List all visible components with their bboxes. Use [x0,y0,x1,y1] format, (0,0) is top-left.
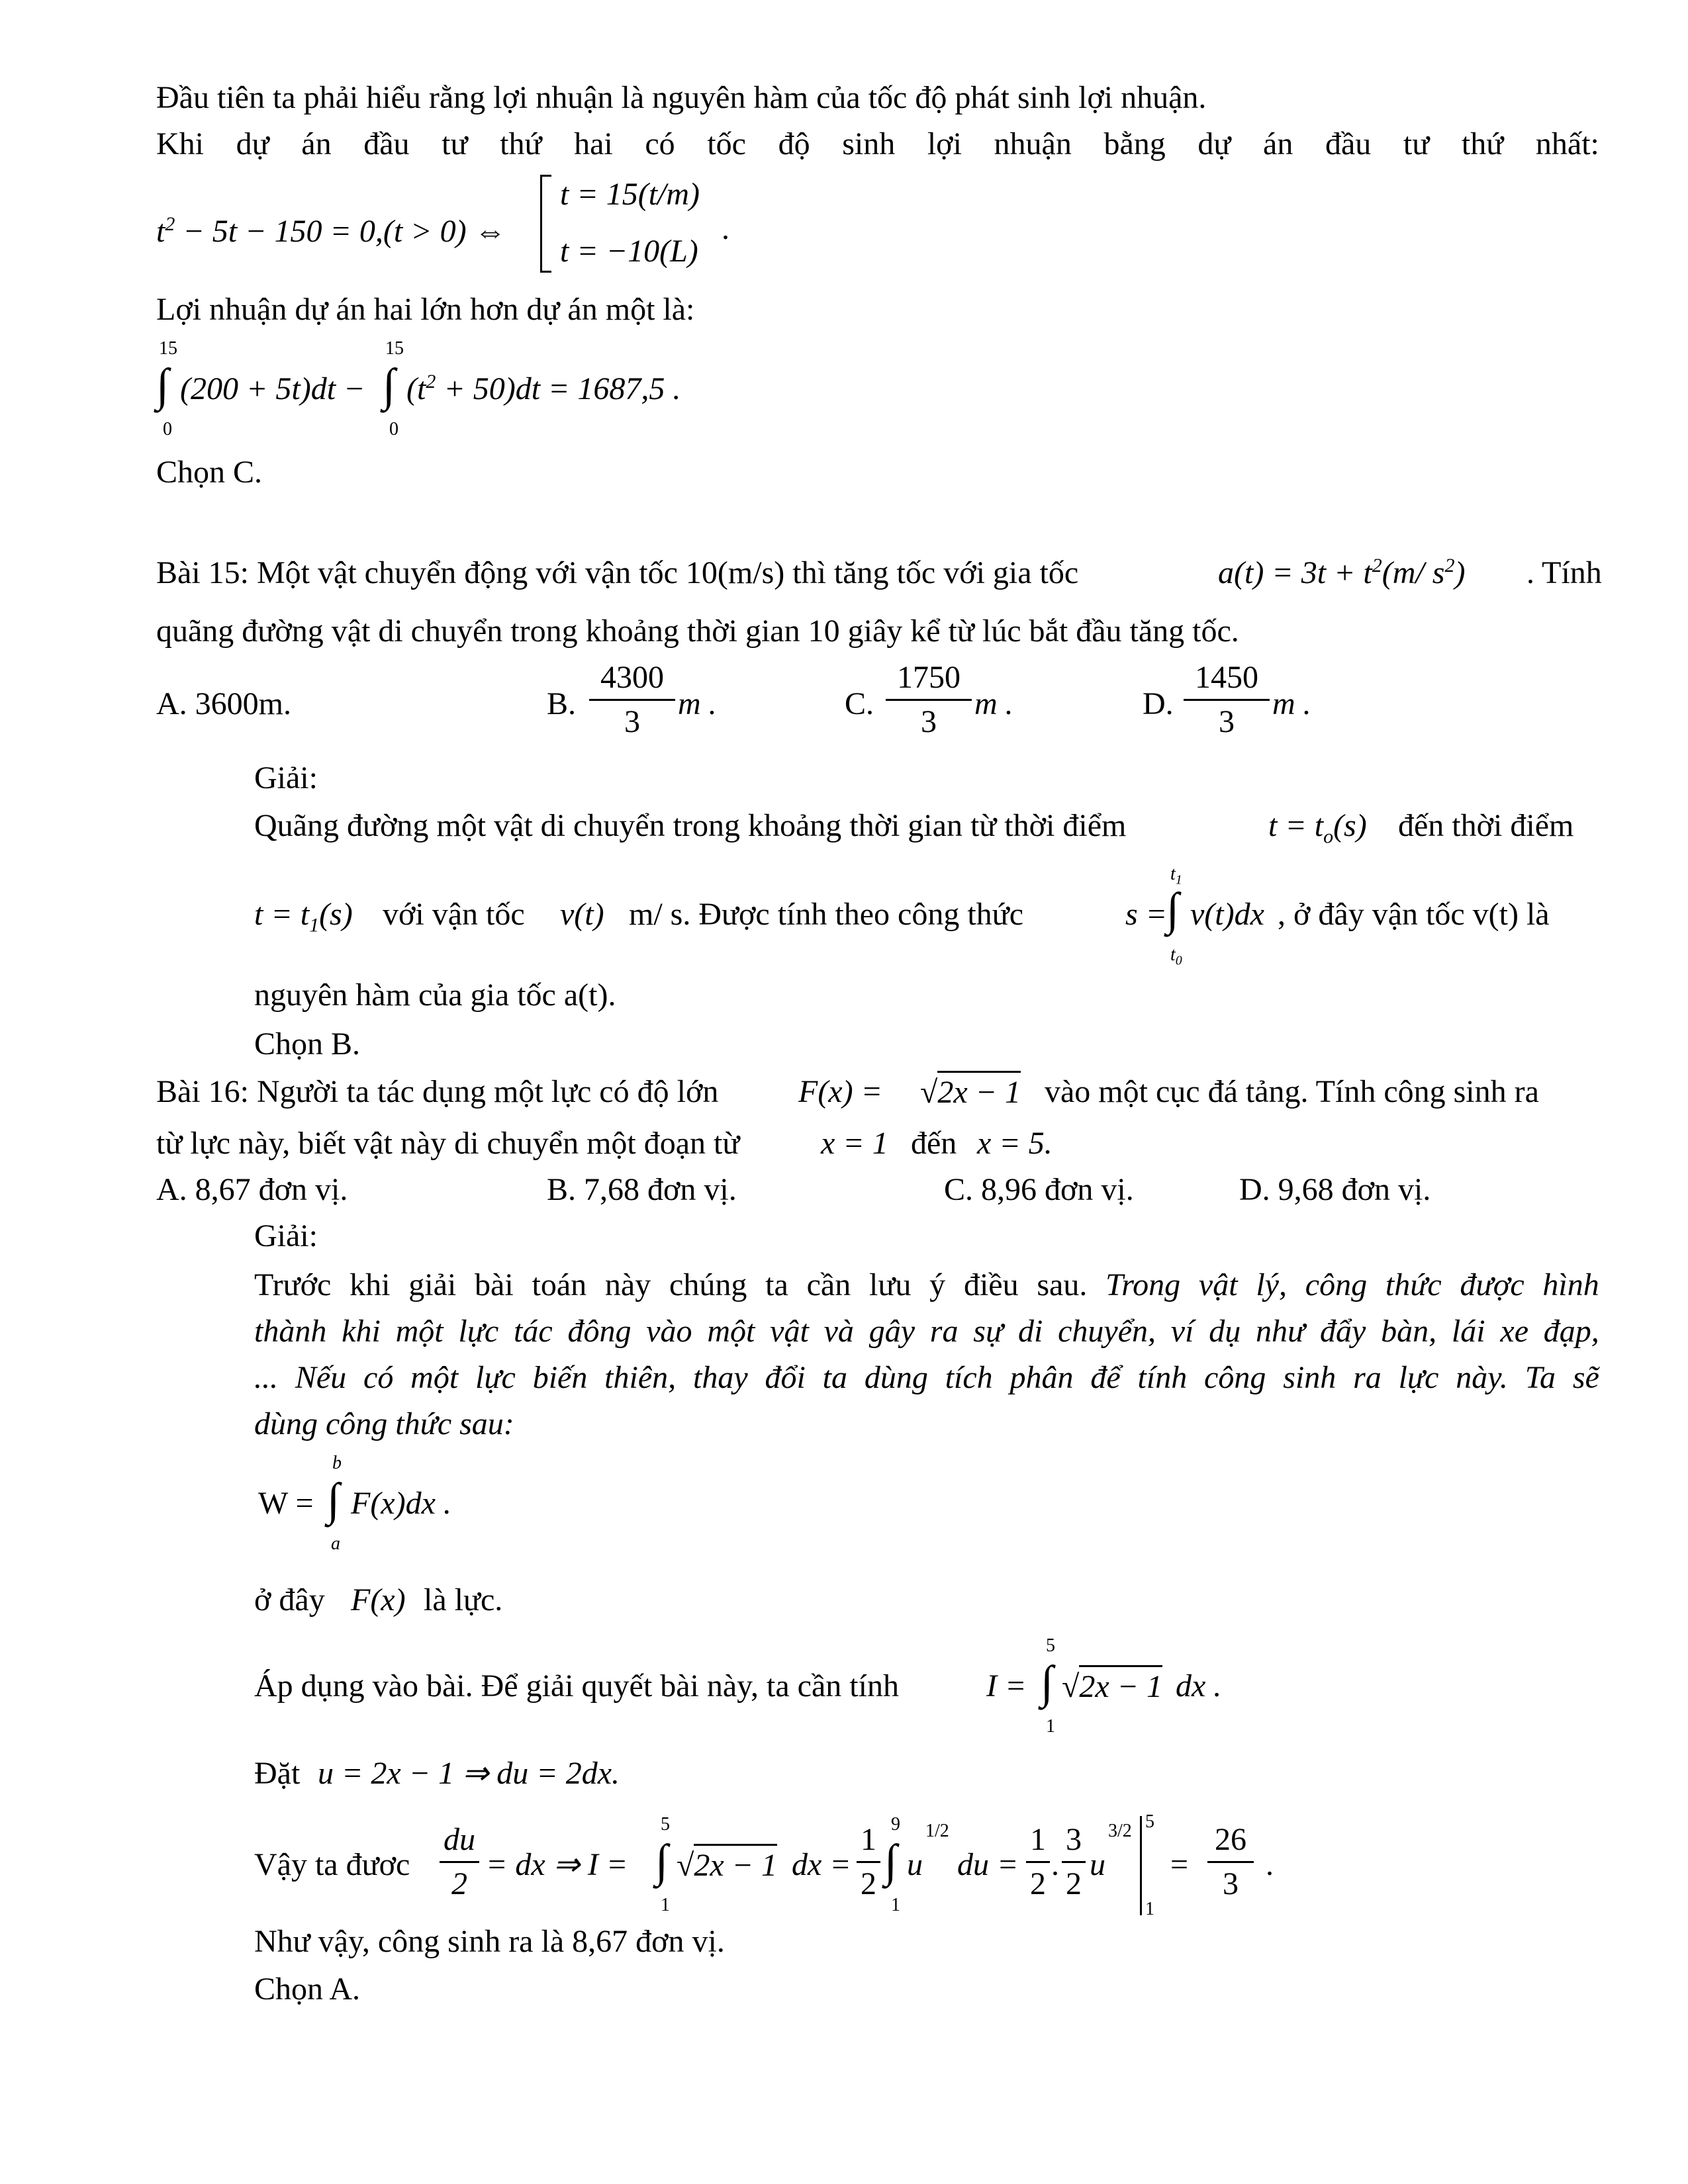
word: một [395,1314,444,1349]
word: bằng [1103,126,1166,161]
eval-lower: 1 [1145,1899,1154,1919]
denominator: 3 [624,704,640,739]
option-c-fraction [886,659,972,741]
word: Ta [1524,1360,1556,1395]
word: đầu [1325,126,1372,161]
time-t1: $t = t_1(s)$ [254,897,353,936]
problem-16-line-2: từ lực này, biết vật này di chuyển một đoạn từ [156,1126,740,1161]
u-power: u [1090,1847,1105,1882]
numerator: 1 [1030,1822,1046,1857]
force-formula: F(x) = [798,1074,882,1109]
word: sinh [1283,1360,1336,1395]
work-lhs: W = [258,1486,314,1521]
word: giải [408,1267,457,1302]
word: tư [1403,126,1430,161]
word: ta [822,1360,848,1395]
integral-sign: ∫ [1041,1657,1054,1708]
equation-part: dx = [792,1847,851,1882]
word: toán [532,1267,587,1302]
word: sinh [842,126,896,161]
word: ý [929,1267,946,1302]
integral-upper-limit: 9 [891,1814,900,1835]
exponent-half: 1/2 [925,1821,949,1841]
fraction-three-half [1062,1821,1086,1903]
time-t0: $t = t_o(s)$ [1268,808,1367,848]
integral-1-body: (200 + 5t)dt − [180,371,365,406]
word: Khi [156,126,204,161]
numerator: 4300 [600,660,664,695]
word: một [707,1314,755,1349]
conclusion: Như vậy, công sinh ra là 8,67 đơn vị. [254,1924,725,1959]
word: này. [1456,1360,1508,1395]
option-b: B. 7,68 đơn vị. [547,1172,737,1207]
text-line: Đầu tiên ta phải hiểu rằng lợi nhuận là nguyên hàm của tốc độ phát sinh lợi nhuận. [156,80,1207,115]
word: thứ [1461,126,1504,161]
denominator: 2 [1030,1866,1046,1901]
option-b-fraction [589,659,675,741]
word: có [363,1360,394,1395]
word: án [1263,126,1293,161]
word: thay [693,1360,748,1395]
integral-body: v(t)dx [1190,897,1264,932]
word: ví [1170,1314,1194,1349]
word: độ [778,126,810,161]
equals: = [1170,1847,1189,1882]
acceleration-formula: $a(t) = 3t + t^2(m/$ $s^2$) [1218,555,1466,590]
word: tính [1137,1360,1188,1395]
numerator: 1750 [897,660,961,695]
equation-quadratic: $t^2 - 5t - 150 = 0,(t > 0)$ ⇔ [156,213,506,249]
word: xe [1500,1314,1528,1349]
denominator: 3 [921,704,937,739]
numerator: 26 [1215,1822,1246,1857]
word: di [1017,1314,1043,1349]
sqrt-expression: √2x − 1 [1062,1665,1162,1706]
integral-upper-limit: $t_1$ [1170,864,1182,887]
word: đẩy [1320,1314,1366,1349]
u-power: u [907,1847,923,1882]
x-start: x = 1 [821,1126,888,1161]
solution-line: m/ s. Được tính theo công thức [629,897,1023,932]
word: dụ [1209,1314,1241,1349]
word: Trước [254,1267,332,1302]
word: ra [929,1314,959,1349]
word: hai [574,126,613,161]
sqrt-expression: √2x − 1 [677,1844,777,1884]
dot: . [1051,1847,1059,1882]
radicand: 2x − 1 [937,1071,1021,1111]
solution-heading: Giải: [254,760,318,796]
word: điều [963,1267,1019,1302]
word-italic: được [1460,1267,1524,1302]
integral-sign: ∫ [1166,884,1180,935]
denominator: 3 [1223,1866,1239,1901]
fraction-one-half [857,1821,880,1903]
word: như [1256,1314,1305,1349]
word: nhuận [994,126,1072,161]
word: tác [514,1314,553,1349]
solution-line: với vận tốc [383,897,525,932]
word: thiên, [604,1360,677,1395]
word: sẽ [1572,1360,1599,1395]
integral-sign: ∫ [327,1475,340,1525]
problem-15-line-2: quãng đường vật di chuyển trong khoảng thời gian 10 giây kể từ lúc bắt đầu tăng tốc. [156,614,1239,649]
x-end: x = 5. [977,1126,1053,1161]
problem-15-line-1-end: . Tính [1526,555,1602,590]
integral-lower-limit: 1 [1046,1716,1055,1737]
integral-2-body: $(t^2 + 50)dt = 1687,5$ . [406,371,681,406]
word: lực [475,1360,516,1395]
word: thứ [500,126,542,161]
word: chúng [669,1267,747,1302]
equation-end: . [722,211,729,246]
word: chuyển, [1058,1314,1156,1349]
integral-lower-limit: 1 [891,1895,900,1915]
exponent-three-half: 3/2 [1108,1821,1132,1841]
word: công [1204,1360,1266,1395]
option-c: C. 8,96 đơn vị. [944,1172,1134,1207]
integral-upper-limit: 15 [385,338,404,359]
word: một [410,1360,459,1395]
option-d-fraction [1184,659,1270,741]
text-line: ở đây [254,1582,325,1617]
solution-line: Quãng đường một vật di chuyển trong khoảng thời gian từ thời điểm [254,808,1127,843]
word: tư [442,126,468,161]
word-italic: Trong [1105,1267,1181,1302]
word: vật [770,1314,809,1349]
word: án [301,126,332,161]
equation-part: = dx ⇒ I = [486,1847,628,1882]
word: ta [765,1267,788,1302]
case-solution-2: t = −10(L) [560,234,698,269]
option-b-label: B. [547,686,577,721]
answer: Chọn C. [156,455,263,490]
problem-15-line-1: Bài 15: Một vật chuyển động với vận tốc 10(m/s) thì tăng tốc với gia tốc [156,555,1079,590]
unit: m . [678,686,717,721]
fraction-one-half [1026,1821,1050,1903]
solution-heading: Giải: [254,1218,318,1253]
word: lưu [868,1267,912,1302]
integral-sign: ∫ [383,360,396,411]
equation-end: . [1266,1847,1274,1882]
differential: dx . [1176,1668,1222,1704]
word: lái [1451,1314,1485,1349]
word-italic: công [1305,1267,1368,1302]
text-line: Áp dụng vào bài. Để giải quyết bài này, ta cần tính [254,1668,899,1704]
denominator: 2 [451,1866,467,1901]
evaluation-bar [1140,1816,1142,1915]
word: dự [236,126,269,161]
integral-sign: ∫ [655,1836,669,1887]
word: lực [1398,1360,1439,1395]
problem-16-line-1-end: vào một cục đá tảng. Tính công sinh ra [1045,1074,1539,1109]
integral-lower-limit: $t_0$ [1170,944,1182,968]
word: đầu [363,126,410,161]
word: này [604,1267,651,1302]
solution-line: nguyên hàm của gia tốc a(t). [254,978,616,1013]
integral-sign: ∫ [156,360,169,411]
option-d-label: D. [1143,686,1174,721]
word: khi [342,1314,381,1349]
numerator: 3 [1066,1822,1082,1857]
word: đổi [765,1360,806,1395]
word: đạp, [1543,1314,1599,1349]
integral-I-lhs: I = [986,1668,1027,1704]
sqrt-expression: √2x − 1 [920,1071,1021,1111]
word-italic: vật [1198,1267,1238,1302]
word: ... [254,1360,278,1395]
radicand: 2x − 1 [694,1844,777,1884]
text-den: đến [911,1126,957,1161]
solution-line: đến thời điểm [1398,808,1574,843]
word: tốc [707,126,746,161]
integral-upper-limit: b [332,1453,342,1473]
word: nhất: [1535,126,1599,161]
option-d: D. 9,68 đơn vị. [1239,1172,1431,1207]
word: dự [1197,126,1231,161]
text-line: Đặt [254,1756,301,1791]
numerator: 1 [861,1822,876,1857]
word: khi [350,1267,391,1302]
word: dùng [864,1360,928,1395]
integral-upper-limit: 5 [1046,1635,1055,1656]
word: lực [458,1314,499,1349]
option-a: A. 3600m. [156,686,291,721]
word: sau. [1037,1267,1088,1302]
word: sự [973,1314,1004,1349]
answer: Chọn B. [254,1026,361,1062]
word: vào [646,1314,692,1349]
equation-part: du = [957,1847,1019,1882]
text-line: Lợi nhuận dự án hai lớn hơn dự án một là: [156,292,695,327]
integral-lower-limit: a [331,1533,340,1554]
fraction-du-over-2 [440,1821,479,1903]
numerator: du [444,1822,475,1857]
word: Nếu [295,1360,347,1395]
word: cần [806,1267,851,1302]
case-solution-1: t = 15(t/m) [560,177,700,212]
unit: m . [1272,686,1311,721]
substitution: u = 2x − 1 ⇒ du = 2dx. [318,1756,620,1791]
italic-line: dùng công thức sau: [254,1406,514,1441]
distance-s: s = [1125,897,1168,932]
word: tích [945,1360,993,1395]
integral-lower-limit: 0 [163,419,172,439]
word-italic: lý, [1256,1267,1287,1302]
word: ra [1353,1360,1382,1395]
justified-line-italic [254,1359,1599,1396]
answer: Chọn A. [254,1972,361,2007]
integral-upper-limit: 15 [159,338,177,359]
word: và [823,1314,854,1349]
word: phân [1009,1360,1074,1395]
fraction-26-over-3 [1207,1821,1254,1903]
eval-upper: 5 [1145,1811,1154,1832]
solution-line: , ở đây vận tốc v(t) là [1278,897,1550,932]
word: bài [475,1267,514,1302]
word-italic: hình [1542,1267,1599,1302]
numerator: 1450 [1195,660,1258,695]
radicand: 2x − 1 [1079,1665,1162,1706]
unit: m . [974,686,1013,721]
text-line: Vậy ta đươc [254,1847,410,1882]
word: bàn, [1381,1314,1437,1349]
integral-upper-limit: 5 [661,1814,670,1835]
word: biến [532,1360,588,1395]
denominator: 2 [861,1866,876,1901]
case-bracket [540,175,551,273]
word: gây [868,1314,915,1349]
text-line: là lực. [424,1582,503,1617]
justified-line [156,126,1599,163]
denominator: 2 [1066,1866,1082,1901]
work-integrand: F(x)dx . [351,1486,451,1521]
force-symbol: F(x) [351,1582,406,1617]
denominator: 3 [1219,704,1235,739]
integral-sign: ∫ [884,1836,898,1887]
justified-line-italic [254,1313,1599,1350]
option-c-label: C. [845,686,874,721]
word: lợi [927,126,962,161]
word: để [1090,1360,1121,1395]
integral-lower-limit: 1 [661,1895,670,1915]
word: đông [567,1314,632,1349]
option-a: A. 8,67 đơn vị. [156,1172,348,1207]
velocity: v(t) [560,897,604,932]
word: có [645,126,675,161]
word: thành [254,1314,327,1349]
problem-16-line-1: Bài 16: Người ta tác dụng một lực có độ lớn [156,1074,719,1109]
word-italic: thức [1385,1267,1442,1302]
integral-lower-limit: 0 [389,419,399,439]
justified-line [254,1267,1599,1304]
